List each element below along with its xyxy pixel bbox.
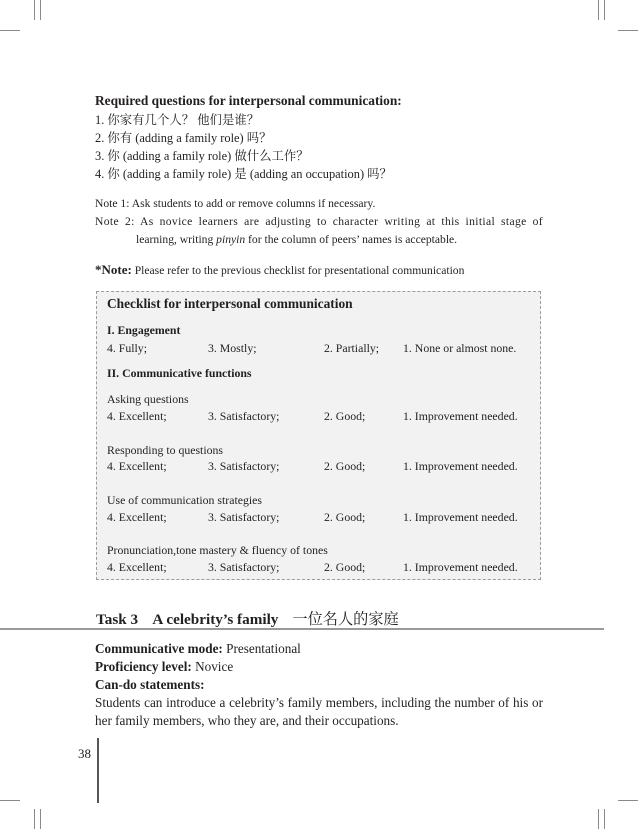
engagement-heading: I. Engagement bbox=[107, 323, 181, 337]
item-label-pronunciation: Pronunciation,tone mastery & fluency of tones bbox=[107, 543, 328, 557]
note-2-line-1: Note 2: As novice learners are adjusting to character writing at this initial stage of bbox=[95, 215, 543, 228]
rating-4: 4. Excellent; bbox=[107, 459, 167, 473]
note-2-post: for the column of peers’ names is acceptable. bbox=[245, 233, 458, 246]
rating-4: 4. Excellent; bbox=[107, 409, 167, 423]
level-value: Novice bbox=[191, 659, 234, 674]
proficiency-level bbox=[95, 658, 543, 676]
notes-block bbox=[95, 195, 543, 249]
task-title bbox=[96, 608, 399, 629]
rating-1: 1. Improvement needed. bbox=[403, 459, 518, 473]
rating-2: 2. Good; bbox=[324, 560, 366, 574]
item-label-asking: Asking questions bbox=[107, 392, 189, 406]
item-ratings-pronunciation bbox=[107, 560, 537, 576]
mode-label: Communicative mode: bbox=[95, 641, 223, 656]
item-label-strategies: Use of communication strategies bbox=[107, 493, 262, 507]
rating-1: 1. Improvement needed. bbox=[403, 560, 518, 574]
can-do-text: Students can introduce a celebrity’s family members, including the number of his or her family members, who they are, and their occupations. bbox=[95, 695, 543, 728]
question-4: 4. 你 (adding a family role) 是 (adding an occupation) 吗？ bbox=[95, 167, 392, 181]
task-details bbox=[95, 640, 543, 730]
can-do-label: Can-do statements: bbox=[95, 677, 205, 692]
crop-mark bbox=[598, 809, 599, 829]
crop-mark bbox=[604, 0, 605, 20]
rating-2: 2. Partially; bbox=[324, 341, 380, 355]
rating-2: 2. Good; bbox=[324, 459, 366, 473]
checklist-title: Checklist for interpersonal communication bbox=[107, 296, 353, 311]
rating-4: 4. Excellent; bbox=[107, 560, 167, 574]
mode-value: Presentational bbox=[222, 641, 301, 656]
rating-1: 1. None or almost none. bbox=[403, 341, 517, 355]
item-ratings-strategies bbox=[107, 510, 537, 526]
question-2: 2. 你有 (adding a family role) 吗？ bbox=[95, 131, 272, 145]
interpersonal-checklist bbox=[96, 291, 541, 580]
rating-3: 3. Satisfactory; bbox=[208, 459, 280, 473]
crop-mark bbox=[40, 0, 41, 20]
crop-mark bbox=[598, 0, 599, 20]
note-2-line-2 bbox=[95, 231, 543, 249]
rating-4: 4. Fully; bbox=[107, 341, 147, 355]
rating-2: 2. Good; bbox=[324, 510, 366, 524]
item-label-responding: Responding to questions bbox=[107, 443, 224, 457]
engagement-ratings bbox=[107, 341, 537, 357]
note-2-pre: learning, writing bbox=[136, 233, 217, 246]
reference-note-lead: *Note: bbox=[95, 262, 132, 277]
communicative-mode bbox=[95, 640, 543, 658]
crop-mark bbox=[40, 809, 41, 829]
section-divider bbox=[0, 628, 604, 630]
rating-3: 3. Satisfactory; bbox=[208, 560, 280, 574]
task-title-en: Task 3 A celebrity’s family bbox=[96, 611, 279, 628]
crop-mark bbox=[618, 800, 638, 801]
item-ratings-responding bbox=[107, 459, 537, 475]
crop-mark bbox=[34, 809, 35, 829]
reference-note-text: Please refer to the previous checklist for presentational communication bbox=[131, 264, 465, 277]
page-number: 38 bbox=[78, 746, 91, 761]
rating-1: 1. Improvement needed. bbox=[403, 409, 518, 423]
reference-note bbox=[95, 261, 543, 280]
rating-3: 3. Satisfactory; bbox=[208, 510, 280, 524]
rating-3: 3. Satisfactory; bbox=[208, 409, 280, 423]
crop-mark bbox=[0, 30, 20, 31]
crop-mark bbox=[604, 809, 605, 829]
question-1: 1. 你家有几个人？ 他们是谁？ bbox=[95, 113, 260, 127]
rating-4: 4. Excellent; bbox=[107, 510, 167, 524]
level-label: Proficiency level: bbox=[95, 659, 192, 674]
functions-heading: II. Communicative functions bbox=[107, 366, 252, 380]
question-3: 3. 你 (adding a family role) 做什么工作？ bbox=[95, 149, 309, 163]
crop-mark bbox=[34, 0, 35, 20]
note-2-italic: pinyin bbox=[216, 233, 246, 246]
rating-3: 3. Mostly; bbox=[208, 341, 257, 355]
item-ratings-asking bbox=[107, 409, 537, 425]
rating-1: 1. Improvement needed. bbox=[403, 510, 518, 524]
note-1: Note 1: Ask students to add or remove columns if necessary. bbox=[95, 197, 376, 210]
crop-mark bbox=[618, 30, 638, 31]
required-questions-title: Required questions for interpersonal communication: bbox=[95, 93, 402, 108]
required-questions-section bbox=[95, 92, 543, 280]
rating-2: 2. Good; bbox=[324, 409, 366, 423]
crop-mark bbox=[0, 800, 20, 801]
page-number-rule bbox=[97, 738, 99, 803]
task-title-zh: 一位名人的家庭 bbox=[292, 611, 399, 628]
